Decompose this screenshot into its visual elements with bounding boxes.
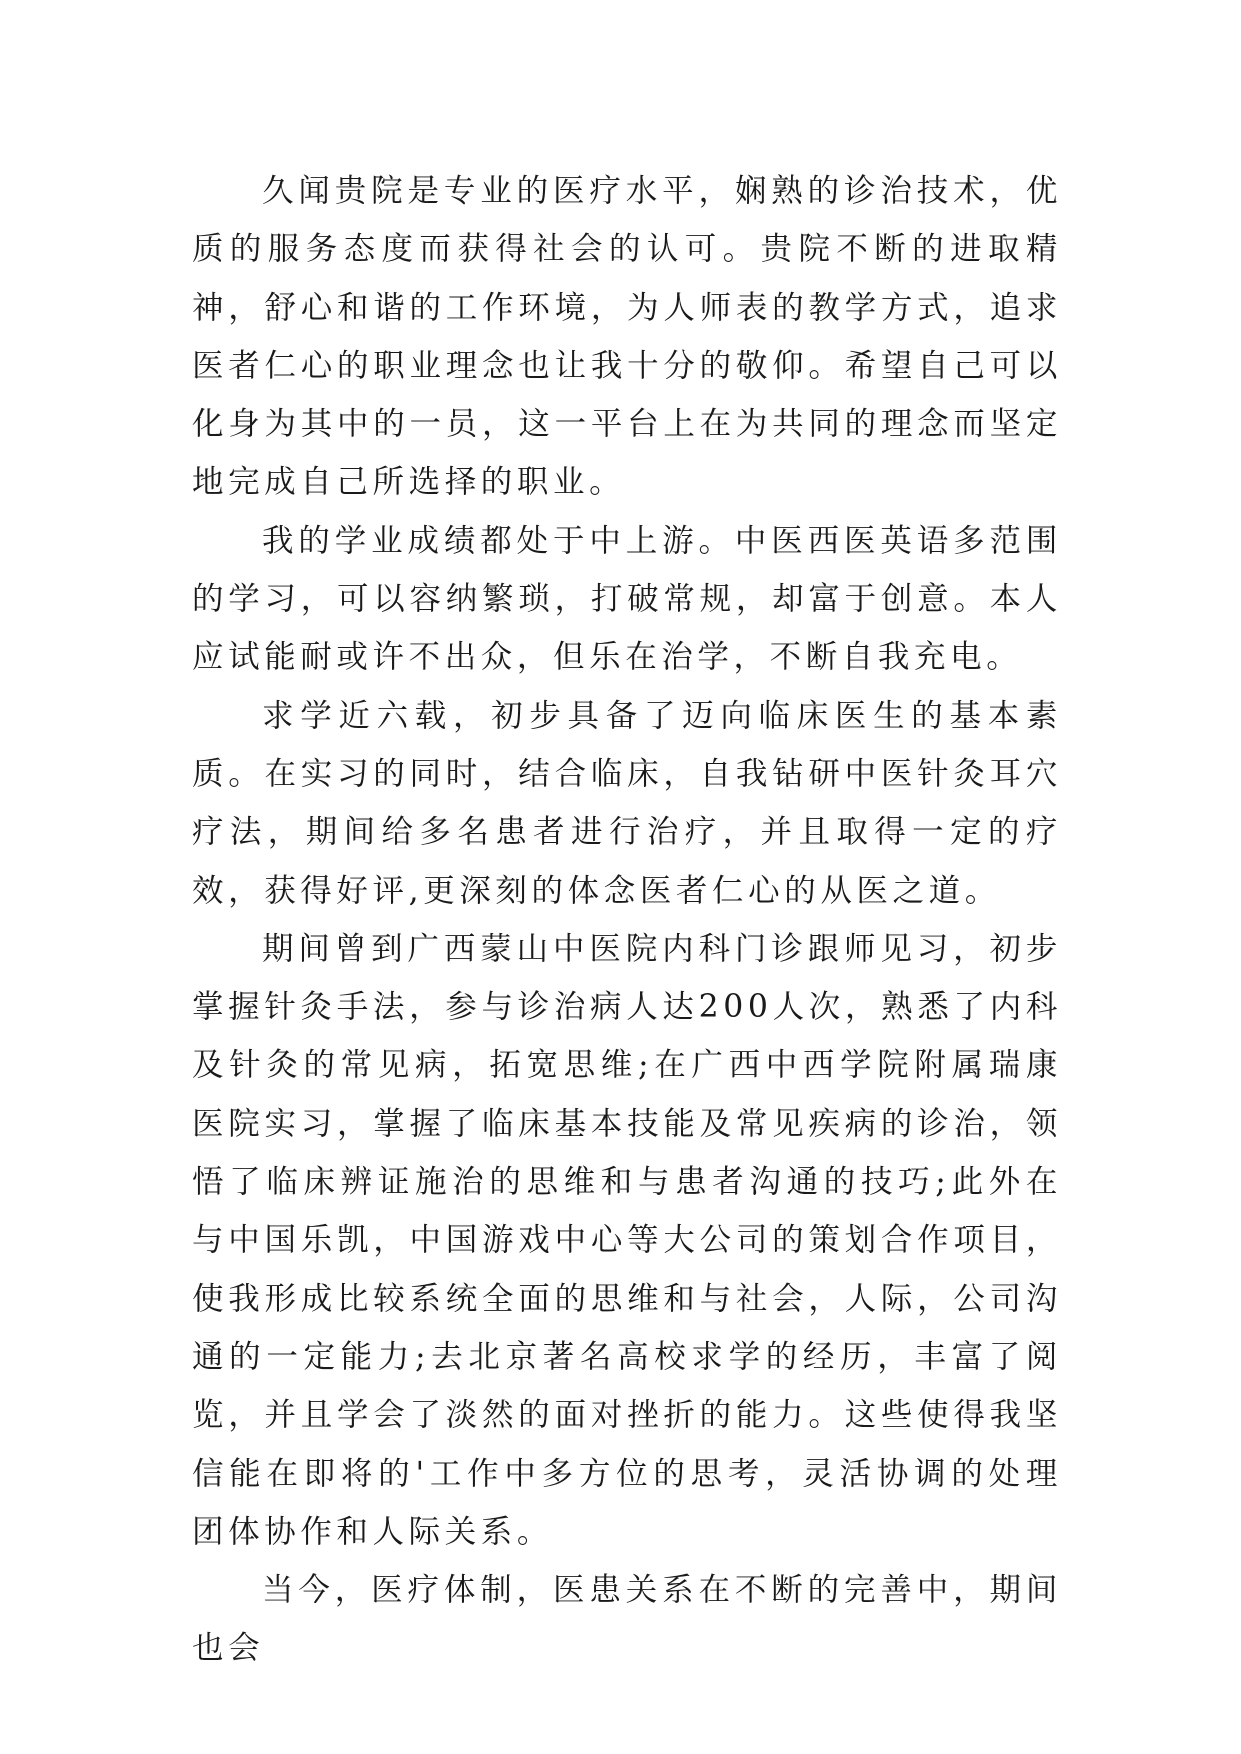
- paragraph-4: 期间曾到广西蒙山中医院内科门诊跟师见习，初步掌握针灸手法，参与诊治病人达200人次，熟悉了内科及针灸的常见病，拓宽思维;在广西中西学院附属瑞康医院实习，掌握了临床基本技能及常见疾病的诊治，领悟了临床辨证施治的思维和与患者沟通的技巧;此外在与中国乐凯，中国游戏中心等大公司的策划合作项目，使我形成比较系统全面的思维和与社会，人际，公司沟通的一定能力;去北京著名高校求学的经历，丰富了阅览，并且学会了淡然的面对挫折的能力。这些使得我坚信能在即将的'工作中多方位的思考，灵活协调的处理团体协作和人际关系。: [192, 930, 1062, 1550]
- paragraph-2: 我的学业成绩都处于中上游。中医西医英语多范围的学习，可以容纳繁琐，打破常规，却富于创意。本人应试能耐或许不出众，但乐在治学，不断自我充电。: [192, 522, 1062, 676]
- body-text: [192, 162, 1062, 1678]
- paragraph-5: 当今，医疗体制，医患关系在不断的完善中，期间也会: [192, 1572, 1062, 1667]
- paragraph-3: 求学近六载，初步具备了迈向临床医生的基本素质。在实习的同时，结合临床，自我钻研中医针灸耳穴疗法，期间给多名患者进行治疗，并且取得一定的疗效，获得好评,更深刻的体念医者仁心的从医之道。: [192, 697, 1062, 909]
- paragraph-1: 久闻贵院是专业的医疗水平，娴熟的诊治技术，优质的服务态度而获得社会的认可。贵院不断的进取精神，舒心和谐的工作环境，为人师表的教学方式，追求医者仁心的职业理念也让我十分的敬仰。希望自己可以化身为其中的一员，这一平台上在为共同的理念而坚定地完成自己所选择的职业。: [192, 173, 1062, 501]
